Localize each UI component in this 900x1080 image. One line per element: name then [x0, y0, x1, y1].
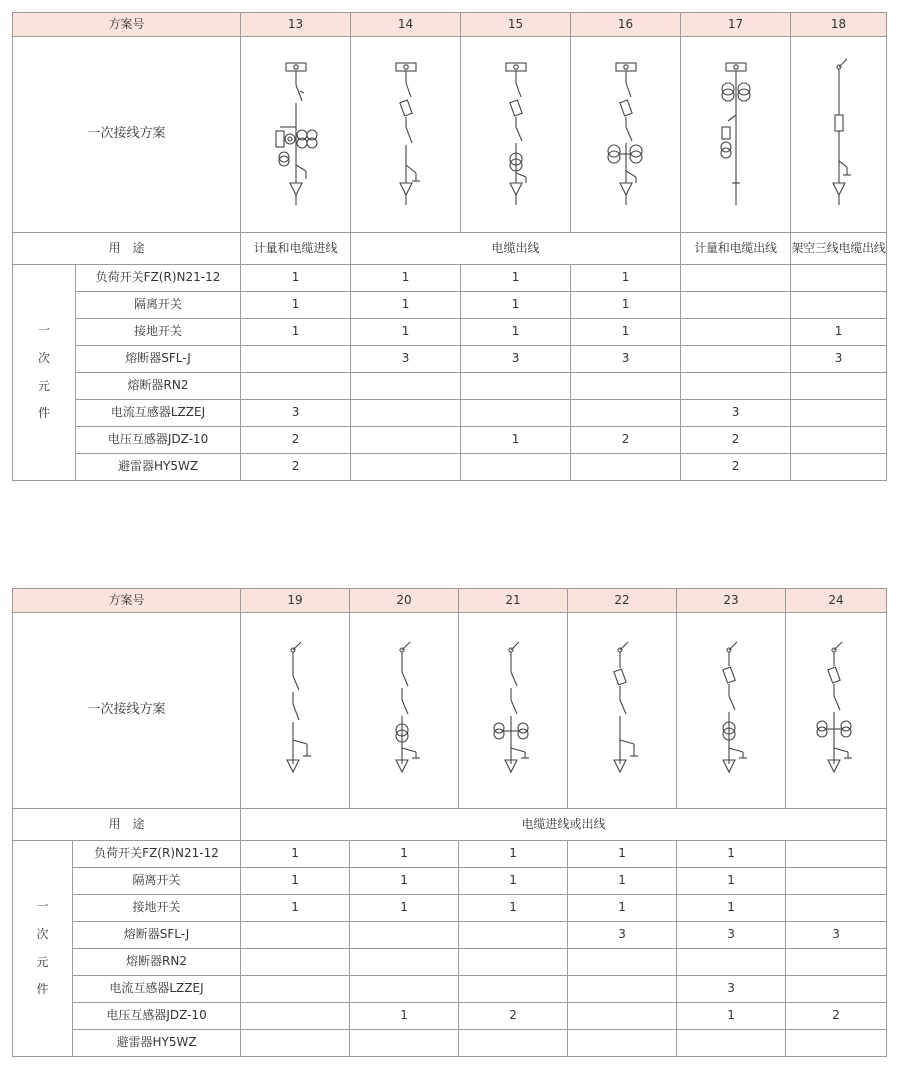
- usage-cell: 计量和电缆出线: [681, 233, 791, 265]
- component-qty: 1: [677, 1003, 786, 1030]
- component-qty: 1: [568, 841, 677, 868]
- component-qty: [568, 1030, 677, 1057]
- component-name: 熔断器SFL-J: [73, 922, 241, 949]
- component-qty: [571, 454, 681, 481]
- usage-cell: 电缆出线: [351, 233, 681, 265]
- component-qty: 1: [571, 265, 681, 292]
- wiring-diagram-13: [241, 37, 351, 233]
- component-qty: [571, 400, 681, 427]
- scheme-number: 24: [786, 589, 887, 613]
- component-row: [13, 265, 887, 292]
- component-qty: 1: [241, 841, 350, 868]
- wiring-diagram-label: 一次接线方案: [13, 613, 241, 809]
- component-name: 熔断器RN2: [73, 949, 241, 976]
- component-qty: [791, 400, 887, 427]
- component-qty: 1: [459, 841, 568, 868]
- component-qty: [791, 373, 887, 400]
- component-qty: [571, 373, 681, 400]
- component-qty: [786, 895, 887, 922]
- component-qty: [568, 949, 677, 976]
- component-qty: [350, 922, 459, 949]
- component-qty: [791, 265, 887, 292]
- scheme-number: 23: [677, 589, 786, 613]
- usage-cell: 电缆进线或出线: [241, 809, 887, 841]
- component-qty: 1: [461, 292, 571, 319]
- component-qty: [351, 427, 461, 454]
- component-name: 接地开关: [73, 895, 241, 922]
- wiring-diagram-17: [681, 37, 791, 233]
- component-qty: 2: [681, 454, 791, 481]
- component-qty: 3: [351, 346, 461, 373]
- wiring-diagram-22: [568, 613, 677, 809]
- component-qty: [459, 976, 568, 1003]
- component-qty: 1: [350, 841, 459, 868]
- scheme-number-label: 方案号: [13, 589, 241, 613]
- wiring-diagram-23: [677, 613, 786, 809]
- component-group-label: 一 次 元 件: [13, 841, 73, 1057]
- component-qty: [461, 400, 571, 427]
- scheme-number-row: [13, 13, 887, 37]
- scheme-number: 16: [571, 13, 681, 37]
- component-row: [13, 400, 887, 427]
- wiring-diagram-row: [13, 37, 887, 233]
- scheme-table-2: [12, 588, 887, 1057]
- component-row: [13, 346, 887, 373]
- component-qty: 2: [241, 454, 351, 481]
- component-qty: 1: [568, 868, 677, 895]
- component-row: [13, 868, 887, 895]
- component-qty: [350, 949, 459, 976]
- component-name: 避雷器HY5WZ: [76, 454, 241, 481]
- component-qty: 3: [241, 400, 351, 427]
- component-qty: 1: [351, 292, 461, 319]
- component-qty: [681, 346, 791, 373]
- components-body-2: [13, 841, 887, 1057]
- component-qty: [241, 949, 350, 976]
- component-name: 熔断器RN2: [76, 373, 241, 400]
- scheme-number-row: [13, 589, 887, 613]
- component-row: [13, 949, 887, 976]
- component-qty: 1: [241, 895, 350, 922]
- scheme-number: 15: [461, 13, 571, 37]
- component-qty: [241, 976, 350, 1003]
- component-qty: 1: [459, 868, 568, 895]
- component-qty: [351, 400, 461, 427]
- scheme-number: 14: [351, 13, 461, 37]
- component-name: 熔断器SFL-J: [76, 346, 241, 373]
- scheme-number-label: 方案号: [13, 13, 241, 37]
- component-qty: 1: [677, 895, 786, 922]
- component-qty: 3: [677, 976, 786, 1003]
- component-qty: 1: [461, 319, 571, 346]
- component-qty: [241, 1003, 350, 1030]
- component-row: [13, 427, 887, 454]
- component-qty: [351, 454, 461, 481]
- component-row: [13, 922, 887, 949]
- component-qty: [241, 922, 350, 949]
- usage-label: 用 途: [13, 809, 241, 841]
- component-qty: 1: [350, 895, 459, 922]
- component-qty: 2: [786, 1003, 887, 1030]
- scheme-number: 13: [241, 13, 351, 37]
- component-qty: 1: [351, 265, 461, 292]
- component-qty: 3: [681, 400, 791, 427]
- usage-cell: 计量和电缆进线: [241, 233, 351, 265]
- component-row: [13, 292, 887, 319]
- component-qty: 3: [571, 346, 681, 373]
- component-qty: 3: [786, 922, 887, 949]
- component-qty: 1: [571, 292, 681, 319]
- component-qty: [350, 1030, 459, 1057]
- component-qty: 1: [241, 292, 351, 319]
- wiring-diagram-18: [791, 37, 887, 233]
- wiring-diagram-label: 一次接线方案: [13, 37, 241, 233]
- component-qty: [677, 1030, 786, 1057]
- scheme-number: 17: [681, 13, 791, 37]
- component-name: 接地开关: [76, 319, 241, 346]
- component-qty: [568, 976, 677, 1003]
- component-group-label: 一 次 元 件: [13, 265, 76, 481]
- component-qty: 1: [350, 868, 459, 895]
- component-qty: 1: [241, 265, 351, 292]
- component-qty: [677, 949, 786, 976]
- component-row: [13, 976, 887, 1003]
- component-name: 隔离开关: [76, 292, 241, 319]
- scheme-number: 22: [568, 589, 677, 613]
- component-qty: 3: [461, 346, 571, 373]
- component-qty: [681, 319, 791, 346]
- component-name: 负荷开关FZ(R)N21-12: [73, 841, 241, 868]
- component-qty: 1: [241, 868, 350, 895]
- usage-row: [13, 809, 887, 841]
- component-qty: [350, 976, 459, 1003]
- wiring-diagram-14: [351, 37, 461, 233]
- component-qty: [681, 292, 791, 319]
- component-qty: [681, 373, 791, 400]
- component-qty: [461, 373, 571, 400]
- scheme-number: 19: [241, 589, 350, 613]
- component-qty: [786, 841, 887, 868]
- usage-row: [13, 233, 887, 265]
- usage-label: 用 途: [13, 233, 241, 265]
- component-qty: [786, 976, 887, 1003]
- component-qty: 1: [241, 319, 351, 346]
- component-qty: [786, 1030, 887, 1057]
- component-qty: 3: [677, 922, 786, 949]
- component-qty: [786, 949, 887, 976]
- component-qty: [681, 265, 791, 292]
- component-name: 负荷开关FZ(R)N21-12: [76, 265, 241, 292]
- component-qty: 1: [677, 868, 786, 895]
- wiring-diagram-21: [459, 613, 568, 809]
- component-row: [13, 454, 887, 481]
- component-name: 隔离开关: [73, 868, 241, 895]
- component-qty: 3: [791, 346, 887, 373]
- component-qty: 3: [568, 922, 677, 949]
- scheme-number: 21: [459, 589, 568, 613]
- wiring-diagram-19: [241, 613, 350, 809]
- component-qty: [241, 1030, 350, 1057]
- component-qty: 1: [571, 319, 681, 346]
- component-qty: [459, 922, 568, 949]
- component-qty: 1: [351, 319, 461, 346]
- usage-cell: 架空三线电缆出线: [791, 233, 887, 265]
- component-name: 避雷器HY5WZ: [73, 1030, 241, 1057]
- component-row: [13, 1030, 887, 1057]
- wiring-diagram-row: [13, 613, 887, 809]
- component-qty: 1: [791, 319, 887, 346]
- component-qty: 1: [461, 427, 571, 454]
- component-qty: [241, 373, 351, 400]
- component-row: [13, 319, 887, 346]
- component-qty: 1: [461, 265, 571, 292]
- scheme-table-1: [12, 12, 887, 481]
- component-qty: 1: [459, 895, 568, 922]
- component-qty: [241, 346, 351, 373]
- component-qty: 2: [571, 427, 681, 454]
- scheme-number: 18: [791, 13, 887, 37]
- component-row: [13, 373, 887, 400]
- component-qty: [786, 868, 887, 895]
- component-qty: [351, 373, 461, 400]
- component-name: 电流互感器LZZEJ: [73, 976, 241, 1003]
- wiring-diagram-24: [786, 613, 887, 809]
- component-qty: [459, 949, 568, 976]
- components-body-1: [13, 265, 887, 481]
- component-qty: 1: [350, 1003, 459, 1030]
- component-qty: [791, 427, 887, 454]
- component-qty: [459, 1030, 568, 1057]
- component-qty: [461, 454, 571, 481]
- component-row: [13, 1003, 887, 1030]
- component-qty: 2: [459, 1003, 568, 1030]
- component-qty: 2: [681, 427, 791, 454]
- component-qty: 1: [568, 895, 677, 922]
- component-qty: 1: [677, 841, 786, 868]
- component-name: 电压互感器JDZ-10: [76, 427, 241, 454]
- component-qty: 2: [241, 427, 351, 454]
- wiring-diagram-15: [461, 37, 571, 233]
- wiring-diagram-20: [350, 613, 459, 809]
- component-row: [13, 895, 887, 922]
- scheme-number: 20: [350, 589, 459, 613]
- component-row: [13, 841, 887, 868]
- component-name: 电流互感器LZZEJ: [76, 400, 241, 427]
- component-qty: [791, 454, 887, 481]
- component-qty: [791, 292, 887, 319]
- wiring-diagram-16: [571, 37, 681, 233]
- component-name: 电压互感器JDZ-10: [73, 1003, 241, 1030]
- component-qty: [568, 1003, 677, 1030]
